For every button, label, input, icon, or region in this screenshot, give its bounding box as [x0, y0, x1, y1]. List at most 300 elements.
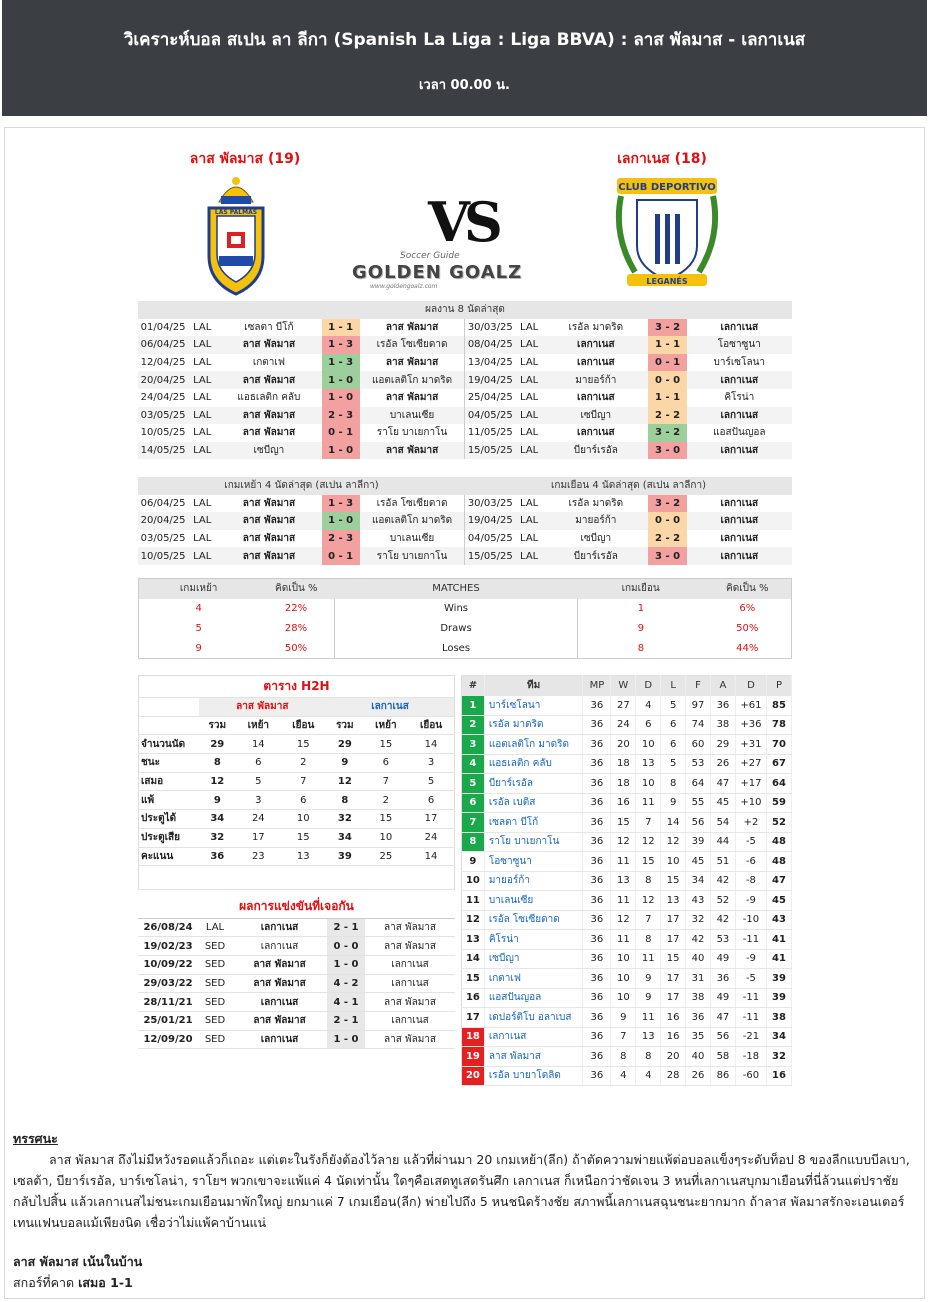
h2h-date: 26/08/24 [138, 918, 198, 937]
standings-position: 4 [462, 754, 485, 774]
match-home-team: เซบีญา [580, 533, 612, 545]
h2h-stat-value: 25 [364, 847, 408, 866]
match-row [138, 424, 792, 442]
predicted-score [13, 1272, 913, 1293]
standings-f: 36 [686, 1008, 711, 1028]
standings-l: 17 [661, 910, 686, 930]
match-row [138, 442, 792, 460]
standings-position: 17 [462, 1008, 485, 1028]
h2h-stat-value: 39 [326, 847, 364, 866]
h2h-stat-value: 5 [236, 772, 280, 791]
match-score: 1 - 3 [322, 336, 360, 354]
h2h-date: 28/11/21 [138, 993, 198, 1012]
standings-d: 12 [636, 891, 661, 911]
summary-row [139, 619, 792, 639]
standings-f: 26 [686, 1066, 711, 1086]
match-home-team: บียาร์เรอัล [573, 445, 618, 457]
standings-l: 20 [661, 1047, 686, 1067]
match-home-team: ลาส พัลมาส [242, 374, 296, 386]
match-score: 1 - 1 [322, 319, 360, 337]
standings-row [462, 969, 792, 989]
standings-l: 15 [661, 949, 686, 969]
standings-gd: +2 [735, 813, 766, 833]
h2h-stat-value: 34 [326, 828, 364, 847]
standings-team-link[interactable]: แอตเลติโก มาดริด [484, 735, 583, 755]
standings-position: 1 [462, 696, 485, 716]
standings-a: 58 [710, 1047, 735, 1067]
match-league: LAL [193, 445, 212, 457]
match-date: 24/04/25 [140, 392, 186, 404]
standings-w: 11 [611, 930, 636, 950]
standings-gd: -5 [735, 832, 766, 852]
standings-gd: -21 [735, 1027, 766, 1047]
match-date: 04/05/25 [467, 409, 513, 421]
match-home-team: ลาส พัลมาส [242, 550, 296, 562]
match-league: LAL [520, 550, 539, 562]
standings-f: 43 [686, 891, 711, 911]
standings-row [462, 754, 792, 774]
standings-gd: -6 [735, 852, 766, 872]
standings-points: 43 [767, 910, 792, 930]
h2h-home-team: ลาส พัลมาส [232, 955, 327, 974]
match-score: 1 - 0 [322, 512, 360, 530]
h2h-home-team: เลกาเนส [232, 918, 327, 937]
standings-f: 34 [686, 871, 711, 891]
summary-header: คิดเป็น % [726, 583, 769, 595]
standings-w: 12 [611, 832, 636, 852]
h2h-column-header: รวม [199, 716, 237, 735]
standings-row [462, 832, 792, 852]
standings-f: 64 [686, 774, 711, 794]
standings-w: 4 [611, 1066, 636, 1086]
standings-points: 85 [767, 696, 792, 716]
h2h-stat-value: 3 [408, 754, 454, 773]
standings-d: 4 [636, 1066, 661, 1086]
standings-f: 74 [686, 715, 711, 735]
standings-a: 29 [710, 735, 735, 755]
match-score: 2 - 3 [322, 530, 360, 548]
analysis-heading: ทรรศนะ [13, 1131, 58, 1146]
standings-d: 11 [636, 793, 661, 813]
match-league: LAL [193, 533, 212, 545]
home-count: 4 [195, 603, 202, 614]
standings-row [462, 930, 792, 950]
match-away-team: แอสปันญอล [713, 427, 766, 439]
standings-team-link[interactable]: เซบีญา [484, 949, 583, 969]
h2h-stat-label: จำนวนนัด [139, 735, 199, 754]
standings-w: 15 [611, 813, 636, 833]
match-league: LAL [520, 445, 539, 457]
match-date: 30/03/25 [467, 497, 513, 509]
standings-points: 70 [767, 735, 792, 755]
standings-position: 6 [462, 793, 485, 813]
standings-column-header: F [686, 676, 711, 696]
standings-w: 16 [611, 793, 636, 813]
h2h-stat-label: คะแนน [139, 847, 199, 866]
h2h-stat-value: 17 [236, 828, 280, 847]
standings-column-header: P [767, 676, 792, 696]
standings-w: 18 [611, 754, 636, 774]
match-league: LAL [193, 497, 212, 509]
h2h-away-team: เลกาเนส [365, 1011, 455, 1030]
standings-team-link[interactable]: เดปอร์ติโบ อลาเบส [484, 1008, 583, 1028]
standings-d: 6 [636, 715, 661, 735]
standings-a: 49 [710, 949, 735, 969]
match-league: LAL [520, 515, 539, 527]
standings-mp: 36 [583, 891, 611, 911]
match-league: LAL [193, 550, 212, 562]
home-team-crest-icon [205, 172, 267, 298]
standings-position: 2 [462, 715, 485, 735]
standings-gd: -9 [735, 949, 766, 969]
standings-w: 12 [611, 910, 636, 930]
standings-gd: +61 [735, 696, 766, 716]
standings-gd: -5 [735, 969, 766, 989]
standings-points: 64 [767, 774, 792, 794]
standings-l: 16 [661, 1027, 686, 1047]
standings-f: 32 [686, 910, 711, 930]
standings-gd: -11 [735, 1008, 766, 1028]
h2h-stat-value: 15 [281, 735, 327, 754]
match-league: LAL [520, 321, 539, 333]
standings-a: 86 [710, 1066, 735, 1086]
standings-gd: -11 [735, 988, 766, 1008]
h2h-stat-value: 2 [364, 791, 408, 810]
standings-d: 8 [636, 930, 661, 950]
h2h-stat-value: 29 [326, 735, 364, 754]
standings-team-link[interactable]: เรอัล บายาโดลิด [484, 1066, 583, 1086]
home-crest-text: LAS PALMAS [214, 209, 258, 216]
h2h-stat-value: 10 [281, 810, 327, 829]
h2h-away-team: ลาส พัลมาส [365, 918, 455, 937]
h2h-date: 19/02/23 [138, 937, 198, 956]
standings-f: 35 [686, 1027, 711, 1047]
h2h-away-team: ลาส พัลมาส [365, 1030, 455, 1049]
standings-position: 8 [462, 832, 485, 852]
match-league: LAL [193, 409, 212, 421]
standings-l: 17 [661, 969, 686, 989]
standings-table [461, 675, 792, 1086]
match-score: 0 - 0 [648, 512, 686, 530]
h2h-stat-value: 17 [408, 810, 454, 829]
standings-d: 9 [636, 988, 661, 1008]
standings-f: 42 [686, 930, 711, 950]
h2h-stat-value: 2 [281, 754, 327, 773]
h2h-score: 1 - 0 [327, 955, 365, 974]
standings-l: 15 [661, 871, 686, 891]
standings-d: 11 [636, 1008, 661, 1028]
away-team-crest-icon [615, 176, 719, 292]
standings-points: 67 [767, 754, 792, 774]
standings-team-link[interactable]: ราโย บาเยกาโน [484, 832, 583, 852]
match-away-team: เลกาเนส [720, 550, 759, 562]
standings-column-header: # [462, 676, 485, 696]
away-crest-text: CLUB DEPORTIVO [618, 182, 716, 193]
standings-f: 40 [686, 1047, 711, 1067]
h2h-stats-table [138, 675, 455, 890]
h2h-stat-value: 32 [326, 810, 364, 829]
standings-a: 44 [710, 832, 735, 852]
h2h-result-row [138, 993, 455, 1012]
standings-gd: -18 [735, 1047, 766, 1067]
match-away-team: ราโย บาเยกาโน [360, 547, 465, 565]
standings-f: 60 [686, 735, 711, 755]
match-home-team: ลาส พัลมาส [242, 515, 296, 527]
standings-points: 38 [767, 1008, 792, 1028]
h2h-league: SED [198, 937, 232, 956]
standings-row [462, 871, 792, 891]
standings-d: 8 [636, 871, 661, 891]
standings-row [462, 988, 792, 1008]
standings-team-link[interactable]: มายอร์ก้า [484, 871, 583, 891]
match-date: 20/04/25 [140, 515, 186, 527]
standings-row [462, 715, 792, 735]
match-date: 03/05/25 [140, 533, 186, 545]
standings-f: 40 [686, 949, 711, 969]
standings-team-link[interactable]: เซลตา บีโก้ [484, 813, 583, 833]
spacer-cell [139, 866, 455, 890]
match-score: 1 - 3 [322, 354, 360, 372]
standings-points: 78 [767, 715, 792, 735]
h2h-results-table [138, 896, 455, 1049]
h2h-stat-label: ชนะ [139, 754, 199, 773]
match-home-team: แอธเลติก คลับ [237, 392, 301, 404]
standings-w: 11 [611, 852, 636, 872]
match-score: 1 - 0 [322, 442, 360, 460]
standings-team-link[interactable]: คิโรน่า [484, 930, 583, 950]
h2h-score: 1 - 0 [327, 1030, 365, 1049]
h2h-stat-value: 23 [236, 847, 280, 866]
away-team-name: เลกาเนส (18) [617, 151, 707, 167]
h2h-stat-row [139, 847, 455, 866]
standings-d: 11 [636, 949, 661, 969]
h2h-stat-value: 14 [408, 847, 454, 866]
h2h-league: SED [198, 1030, 232, 1049]
match-date: 14/05/25 [140, 445, 186, 457]
standings-position: 3 [462, 735, 485, 755]
home-percent: 22% [284, 603, 308, 614]
h2h-stat-row [139, 828, 455, 847]
standings-team-link[interactable]: แอธเลติก คลับ [484, 754, 583, 774]
standings-w: 7 [611, 1027, 636, 1047]
h2h-league: LAL [198, 918, 232, 937]
h2h-score: 0 - 0 [327, 937, 365, 956]
standings-f: 45 [686, 852, 711, 872]
match-score: 1 - 0 [322, 389, 360, 407]
match-league: LAL [193, 374, 212, 386]
standings-a: 56 [710, 1027, 735, 1047]
h2h-stat-value: 7 [281, 772, 327, 791]
standings-team-link[interactable]: บาร์เซโลนา [484, 696, 583, 716]
standings-a: 36 [710, 696, 735, 716]
match-date: 06/04/25 [140, 339, 186, 351]
standings-team-link[interactable]: ลาส พัลมาส [484, 1047, 583, 1067]
standings-a: 53 [710, 930, 735, 950]
match-score: 0 - 1 [322, 424, 360, 442]
h2h-stat-value: 24 [408, 828, 454, 847]
match-outcome-label: Loses [334, 639, 578, 659]
standings-a: 38 [710, 715, 735, 735]
match-home-team: ลาส พัลมาส [242, 339, 296, 351]
standings-team-link[interactable]: เรอัล โซเซียดาด [484, 910, 583, 930]
standings-team-link[interactable]: บียาร์เรอัล [484, 774, 583, 794]
away-percent: 6% [739, 603, 756, 614]
match-away-team: ลาส พัลมาส [360, 354, 465, 372]
page-title: วิเคราะห์บอล สเปน ลา ลีกา (Spanish La Liga : Liga BBVA) : ลาส พัลมาส - เลกาเนส [123, 30, 806, 50]
match-row [138, 354, 792, 372]
match-outcome-label: Draws [334, 619, 578, 639]
h2h-result-row [138, 1011, 455, 1030]
brand-url: www.goldengoalz.com [370, 283, 438, 290]
match-date: 13/04/25 [467, 357, 513, 369]
standings-row [462, 813, 792, 833]
match-home-team: เซบีญา [253, 445, 285, 457]
match-row [138, 407, 792, 425]
standings-position: 19 [462, 1047, 485, 1067]
standings-mp: 36 [583, 813, 611, 833]
match-row [138, 512, 792, 530]
h2h-stat-row [139, 772, 455, 791]
match-date: 15/05/25 [467, 445, 513, 457]
standings-f: 31 [686, 969, 711, 989]
home-team-name: ลาส พัลมาส (19) [189, 151, 301, 167]
standings-d: 7 [636, 910, 661, 930]
standings-column-header: D [735, 676, 766, 696]
standings-row [462, 735, 792, 755]
h2h-away-team: ลาส พัลมาส [365, 993, 455, 1012]
h2h-away-label: เลกาเนส [326, 698, 454, 717]
h2h-stat-value: 9 [326, 754, 364, 773]
h2h-stat-value: 15 [364, 810, 408, 829]
standings-points: 52 [767, 813, 792, 833]
standings-w: 20 [611, 735, 636, 755]
match-score: 3 - 0 [648, 547, 686, 565]
standings-team-link[interactable]: เรอัล มาดริด [484, 715, 583, 735]
standings-f: 53 [686, 754, 711, 774]
h2h-stat-value: 34 [199, 810, 237, 829]
summary-header: เกมเหย้า [179, 583, 218, 595]
match-date: 10/05/25 [140, 427, 186, 439]
match-score: 3 - 0 [648, 442, 686, 460]
h2h-columns-row [139, 716, 455, 735]
standings-f: 39 [686, 832, 711, 852]
match-score: 3 - 2 [648, 495, 686, 513]
match-score: 1 - 1 [648, 336, 686, 354]
match-home-team: ลาส พัลมาส [242, 427, 296, 439]
standings-row [462, 1047, 792, 1067]
match-league: LAL [520, 357, 539, 369]
analysis-section [13, 1128, 913, 1293]
match-away-team: ลาส พัลมาส [360, 442, 465, 460]
analysis-pick: ลาส พัลมาส เน้นในบ้าน [13, 1254, 143, 1269]
brand-logo: GOLDEN GOALZ [352, 262, 523, 283]
standings-row [462, 891, 792, 911]
h2h-stat-value: 15 [281, 828, 327, 847]
h2h-stat-row [139, 735, 455, 754]
standings-team-link[interactable]: แอสปันญอล [484, 988, 583, 1008]
predicted-score-label: สกอร์ที่คาด [13, 1275, 75, 1290]
standings-mp: 36 [583, 832, 611, 852]
standings-mp: 36 [583, 1047, 611, 1067]
standings-l: 6 [661, 735, 686, 755]
standings-points: 48 [767, 852, 792, 872]
standings-row [462, 774, 792, 794]
page-header [2, 0, 927, 116]
match-date: 04/05/25 [467, 533, 513, 545]
match-score: 3 - 2 [648, 424, 686, 442]
match-away-team: ราโย บาเยกาโน [360, 424, 465, 442]
standings-l: 5 [661, 696, 686, 716]
last4-home-title: เกมเหย้า 4 นัดล่าสุด (สเปน ลาลีกา) [138, 477, 465, 495]
standings-d: 4 [636, 696, 661, 716]
h2h-stat-label: เสมอ [139, 772, 199, 791]
h2h-stat-value: 8 [199, 754, 237, 773]
match-away-team: เลกาเนส [720, 533, 759, 545]
match-away-team: ลาส พัลมาส [360, 389, 465, 407]
standings-team-link[interactable]: เกตาเฟ [484, 969, 583, 989]
standings-gd: +36 [735, 715, 766, 735]
match-row [138, 371, 792, 389]
standings-l: 8 [661, 774, 686, 794]
match-home-team: ลาส พัลมาส [242, 409, 296, 421]
standings-a: 45 [710, 793, 735, 813]
h2h-stat-value: 32 [199, 828, 237, 847]
match-league: LAL [520, 374, 539, 386]
match-league: LAL [520, 533, 539, 545]
predicted-score-value: เสมอ 1-1 [78, 1275, 133, 1290]
standings-team-link[interactable]: เรอัล เบติส [484, 793, 583, 813]
away-percent: 50% [736, 623, 759, 634]
match-score: 2 - 3 [322, 407, 360, 425]
standings-gd: -9 [735, 891, 766, 911]
standings-a: 47 [710, 1008, 735, 1028]
standings-a: 49 [710, 988, 735, 1008]
match-row [138, 495, 792, 513]
h2h-stat-label: ประตูได้ [139, 810, 199, 829]
away-count: 9 [637, 623, 645, 634]
standings-team-link[interactable]: บาเลนเซีย [484, 891, 583, 911]
h2h-stat-value: 3 [236, 791, 280, 810]
h2h-result-row [138, 974, 455, 993]
h2h-column-header: เยือน [281, 716, 327, 735]
away-count: 1 [637, 603, 645, 614]
h2h-score: 2 - 1 [327, 918, 365, 937]
match-home-team: เกตาเฟ [252, 357, 285, 369]
match-score: 2 - 2 [648, 407, 686, 425]
standings-l: 5 [661, 754, 686, 774]
match-row [138, 336, 792, 354]
standings-points: 32 [767, 1047, 792, 1067]
match-home-team: เลกาเนส [577, 392, 615, 404]
standings-w: 11 [611, 891, 636, 911]
away-count: 8 [637, 642, 645, 654]
standings-row [462, 1027, 792, 1047]
standings-f: 55 [686, 793, 711, 813]
standings-l: 12 [661, 832, 686, 852]
match-away-team: เลกาเนส [720, 497, 759, 509]
standings-position: 13 [462, 930, 485, 950]
match-date: 19/04/25 [467, 374, 513, 386]
standings-team-link[interactable]: โอซาซูนา [484, 852, 583, 872]
match-home-team: เรอัล มาดริด [568, 497, 624, 509]
standings-row [462, 852, 792, 872]
h2h-stat-row [139, 810, 455, 829]
standings-team-link[interactable]: เลกาเนส [484, 1027, 583, 1047]
match-away-team: บาร์เซโลนา [713, 357, 766, 369]
h2h-title: ตาราง H2H [139, 676, 455, 698]
standings-column-header: D [636, 676, 661, 696]
match-away-team: เลกาเนส [720, 445, 759, 457]
